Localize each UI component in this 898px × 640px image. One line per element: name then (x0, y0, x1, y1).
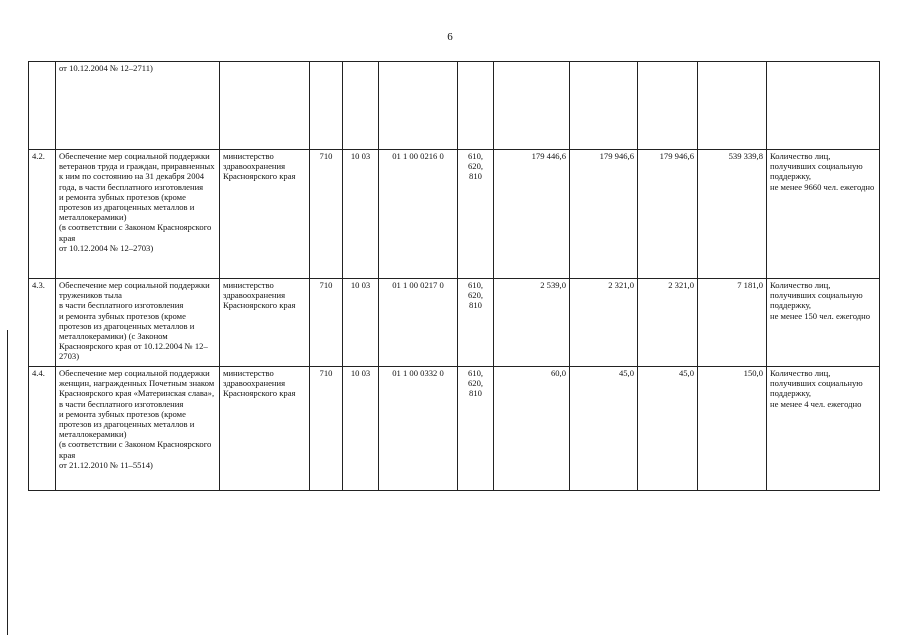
year3-amount: 2 321,0 (638, 279, 698, 367)
measure-description: Обеспечение мер социальной поддержки ветеранов труда и граждан, приравненных к ним по состоянию на 31 декабря 2004 года, в части бесплатного изготовления и ремонта зубных протезов (кроме протезов из драгоценных металлов и металлокерамики) (в соответствии с Законом Красноярского края от 10.12.2004 № 12–2703) (56, 150, 220, 279)
expense-type: 610, 620, 810 (458, 279, 494, 367)
margin-rule (7, 330, 8, 635)
total-amount (698, 62, 767, 150)
year1-amount: 179 446,6 (494, 150, 570, 279)
expected-result (767, 62, 880, 150)
year2-amount: 2 321,0 (570, 279, 638, 367)
executor: министерство здравоохранения Красноярского края (220, 279, 310, 367)
table-row (29, 62, 880, 150)
page-number: 6 (447, 31, 453, 43)
year2-amount: 45,0 (570, 367, 638, 491)
target-article: 01 1 00 0332 0 (379, 367, 458, 491)
executor: министерство здравоохранения Красноярского края (220, 150, 310, 279)
expected-result: Количество лиц, получивших социальную поддержку, не менее 9660 чел. ежегодно (767, 150, 880, 279)
program-table (28, 61, 880, 491)
table-row (29, 279, 880, 367)
target-article (379, 62, 458, 150)
total-amount: 539 339,8 (698, 150, 767, 279)
year3-amount (638, 62, 698, 150)
year1-amount: 2 539,0 (494, 279, 570, 367)
section-code: 10 03 (343, 150, 379, 279)
row-number: 4.2. (29, 150, 56, 279)
total-amount: 7 181,0 (698, 279, 767, 367)
grbs-code: 710 (310, 279, 343, 367)
measure-description: от 10.12.2004 № 12–2711) (56, 62, 220, 150)
measure-description: Обеспечение мер социальной поддержки женщин, награжденных Почетным знаком Красноярского края «Материнская слава», в части бесплатного изготовления и ремонта зубных протезов (кроме протезов из драгоценных металлов и металлокерамики) (в соответствии с Законом Красноярского края от 21.12.2010 № 11–5514) (56, 367, 220, 491)
executor: министерство здравоохранения Красноярского края (220, 367, 310, 491)
measure-description: Обеспечение мер социальной поддержки тружеников тыла в части бесплатного изготовления и ремонта зубных протезов (кроме протезов из драгоценных металлов и металлокерамики) (с Законом Красноярского края от 10.12.2004 № 12–2703) (56, 279, 220, 367)
year2-amount (570, 62, 638, 150)
executor (220, 62, 310, 150)
table-row (29, 150, 880, 279)
expense-type (458, 62, 494, 150)
target-article: 01 1 00 0216 0 (379, 150, 458, 279)
expected-result: Количество лиц, получивших социальную поддержку, не менее 4 чел. ежегодно (767, 367, 880, 491)
section-code (343, 62, 379, 150)
section-code: 10 03 (343, 279, 379, 367)
expense-type: 610, 620, 810 (458, 367, 494, 491)
year1-amount (494, 62, 570, 150)
grbs-code: 710 (310, 367, 343, 491)
grbs-code (310, 62, 343, 150)
row-number: 4.4. (29, 367, 56, 491)
expected-result: Количество лиц, получивших социальную поддержку, не менее 150 чел. ежегодно (767, 279, 880, 367)
section-code: 10 03 (343, 367, 379, 491)
year3-amount: 45,0 (638, 367, 698, 491)
year1-amount: 60,0 (494, 367, 570, 491)
total-amount: 150,0 (698, 367, 767, 491)
grbs-code: 710 (310, 150, 343, 279)
table-row (29, 367, 880, 491)
row-number: 4.3. (29, 279, 56, 367)
year3-amount: 179 946,6 (638, 150, 698, 279)
row-number (29, 62, 56, 150)
year2-amount: 179 946,6 (570, 150, 638, 279)
target-article: 01 1 00 0217 0 (379, 279, 458, 367)
expense-type: 610, 620, 810 (458, 150, 494, 279)
